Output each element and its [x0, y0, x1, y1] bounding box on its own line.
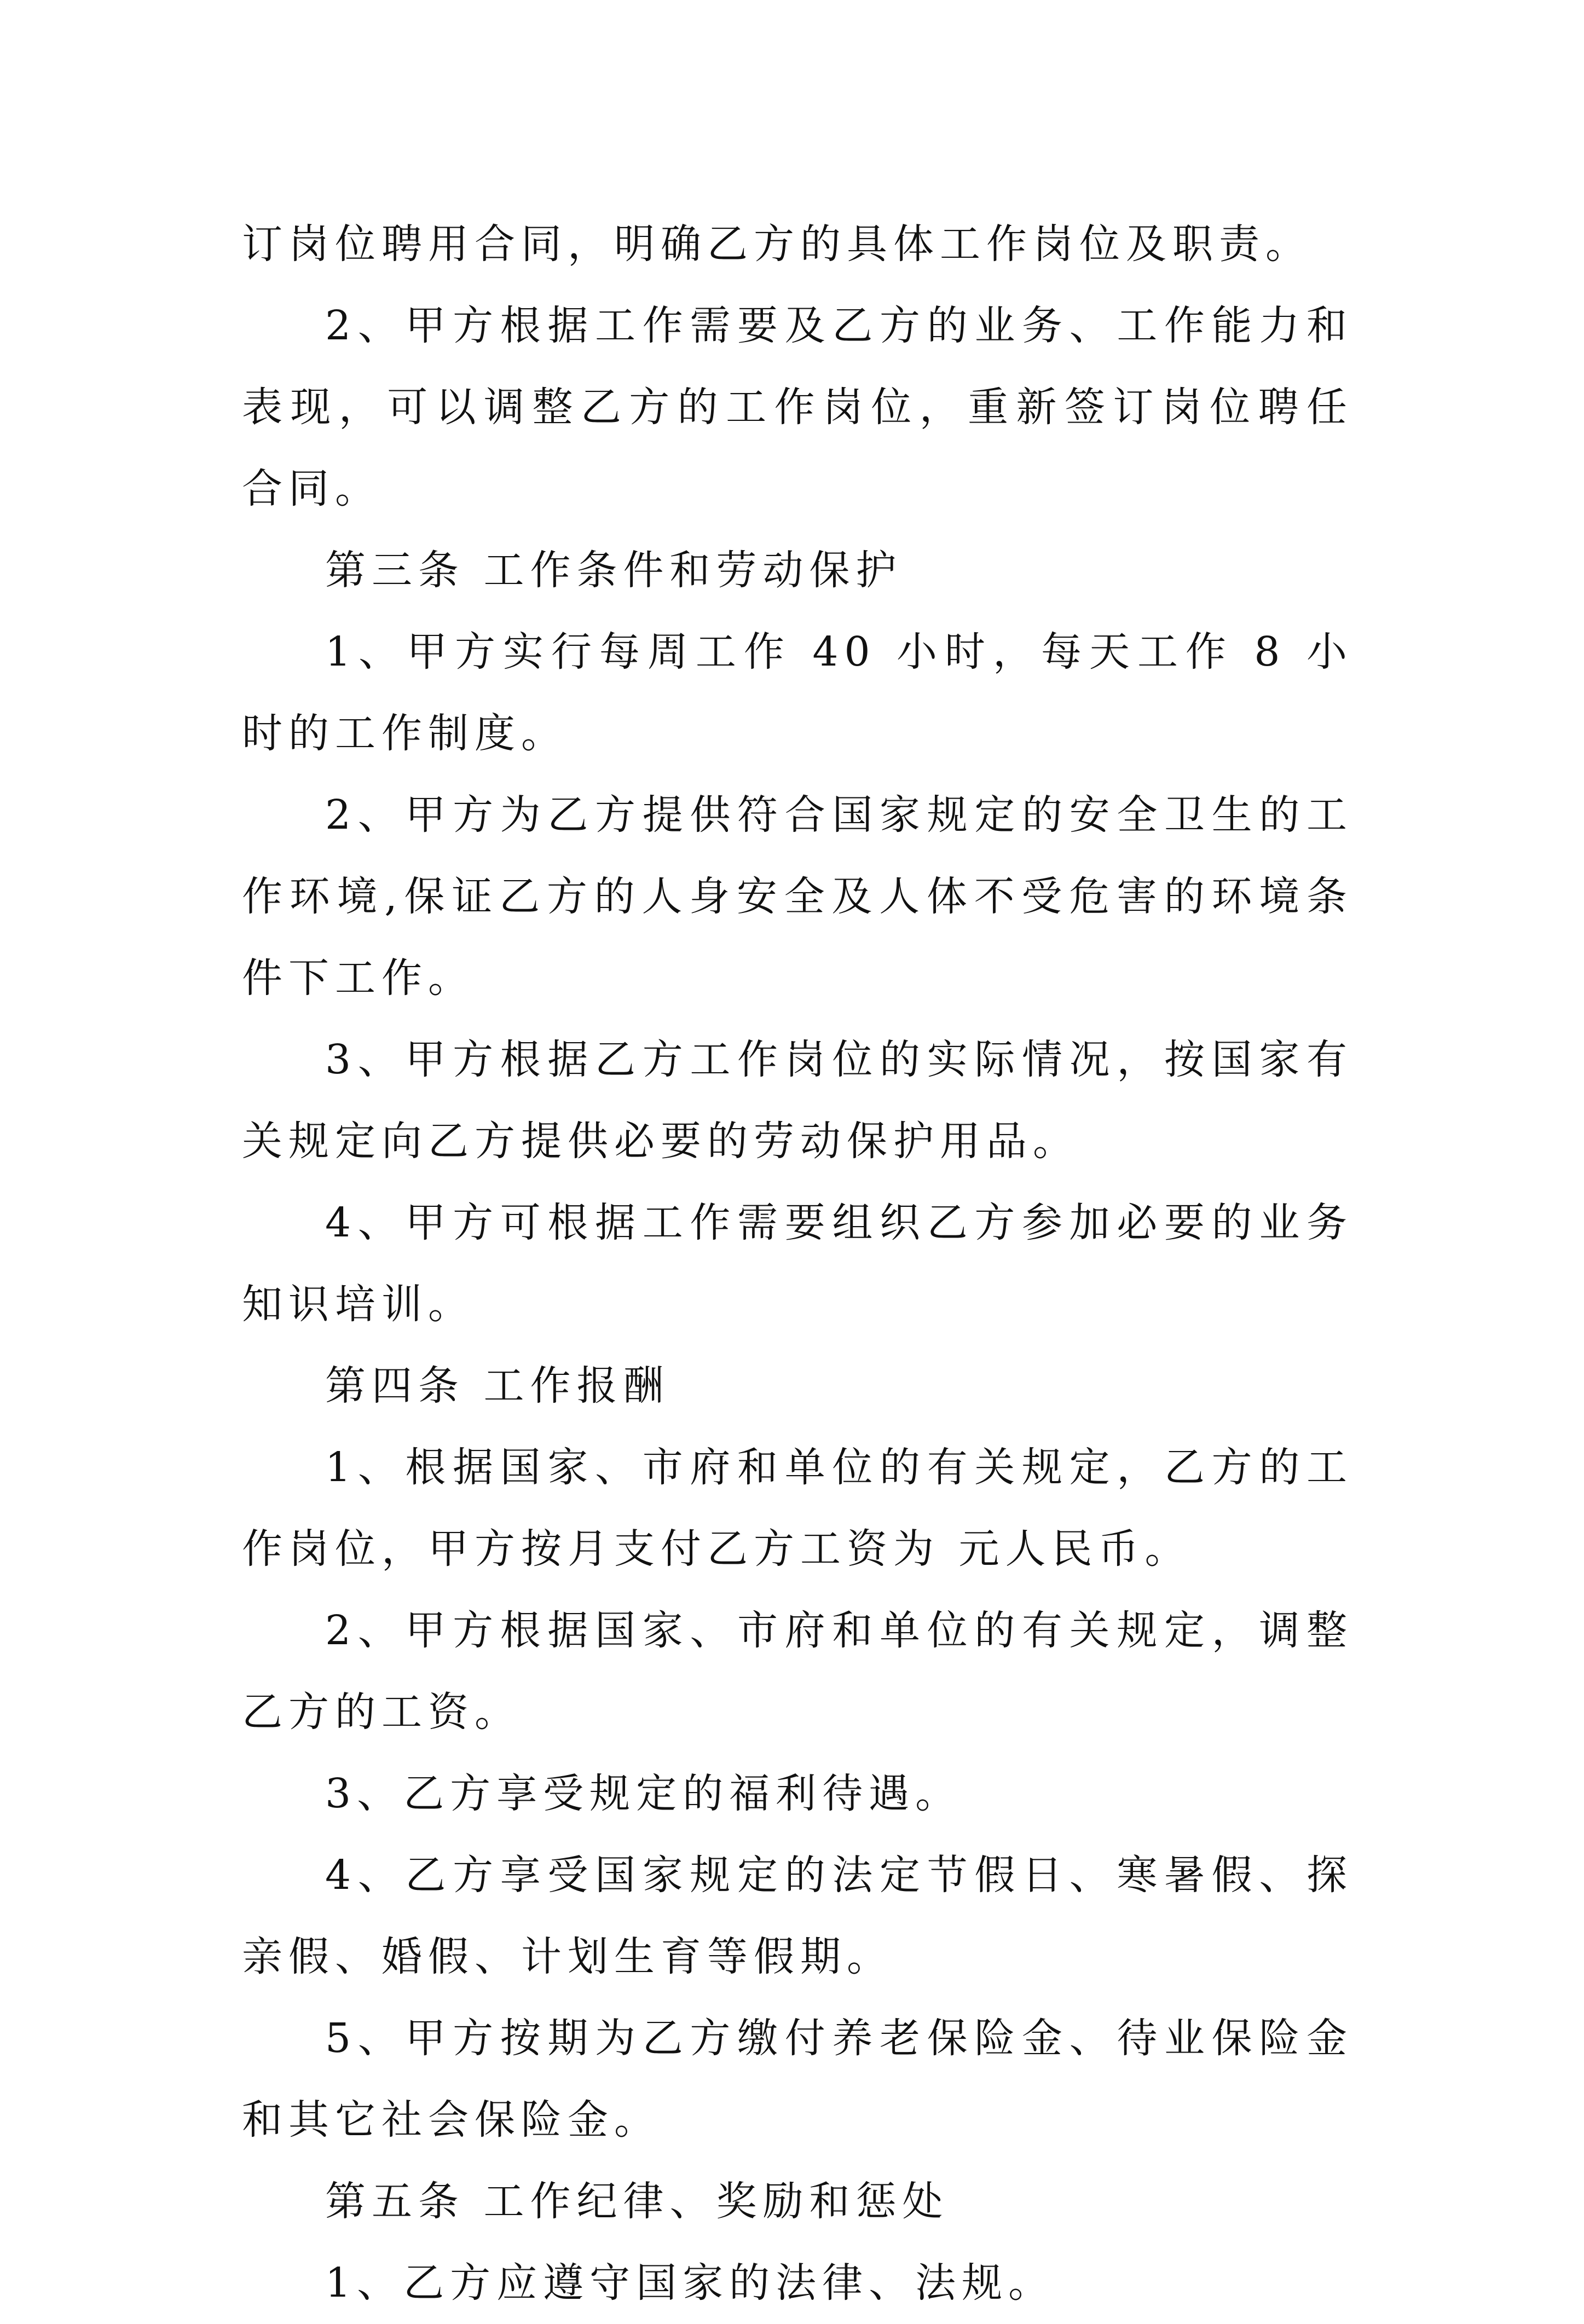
- paragraph-item: 2、甲方为乙方提供符合国家规定的安全卫生的工作环境,保证乙方的人身安全及人体不受危害的环境条件下工作。: [242, 791, 1353, 1002]
- section-heading: 第四条 工作报酬: [325, 1362, 670, 1409]
- paragraph-item: 3、甲方根据乙方工作岗位的实际情况，按国家有关规定向乙方提供必要的劳动保护用品。: [242, 1036, 1353, 1165]
- paragraph-item: 4、乙方享受国家规定的法定节假日、寒暑假、探亲假、婚假、计划生育等假期。: [242, 1852, 1353, 1980]
- paragraph-item: 2、甲方根据工作需要及乙方的业务、工作能力和表现，可以调整乙方的工作岗位，重新签订岗位聘任合同。: [242, 302, 1353, 512]
- paragraph-item: 2、甲方根据国家、市府和单位的有关规定，调整乙方的工资。: [242, 1607, 1353, 1736]
- contract-body: [242, 204, 1353, 2324]
- paragraph-item: 3、乙方享受规定的福利待遇。: [325, 1770, 962, 1817]
- paragraph-continuation: 订岗位聘用合同，明确乙方的具体工作岗位及职责。: [242, 221, 1312, 268]
- paragraph-item: 5、甲方按期为乙方缴付养老保险金、待业保险金和其它社会保险金。: [242, 2015, 1353, 2143]
- paragraph-item: 1、甲方实行每周工作 40 小时，每天工作 8 小时的工作制度。: [242, 628, 1353, 757]
- paragraph-item: 1、根据国家、市府和单位的有关规定，乙方的工作岗位，甲方按月支付乙方工资为 元人民币。: [242, 1444, 1353, 1573]
- section-heading: 第三条 工作条件和劳动保护: [325, 547, 903, 594]
- paragraph-item: 1、乙方应遵守国家的法律、法规。: [325, 2259, 1055, 2306]
- paragraph-item: 4、甲方可根据工作需要组织乙方参加必要的业务知识培训。: [242, 1199, 1353, 1328]
- section-heading: 第五条 工作纪律、奖励和惩处: [325, 2178, 949, 2225]
